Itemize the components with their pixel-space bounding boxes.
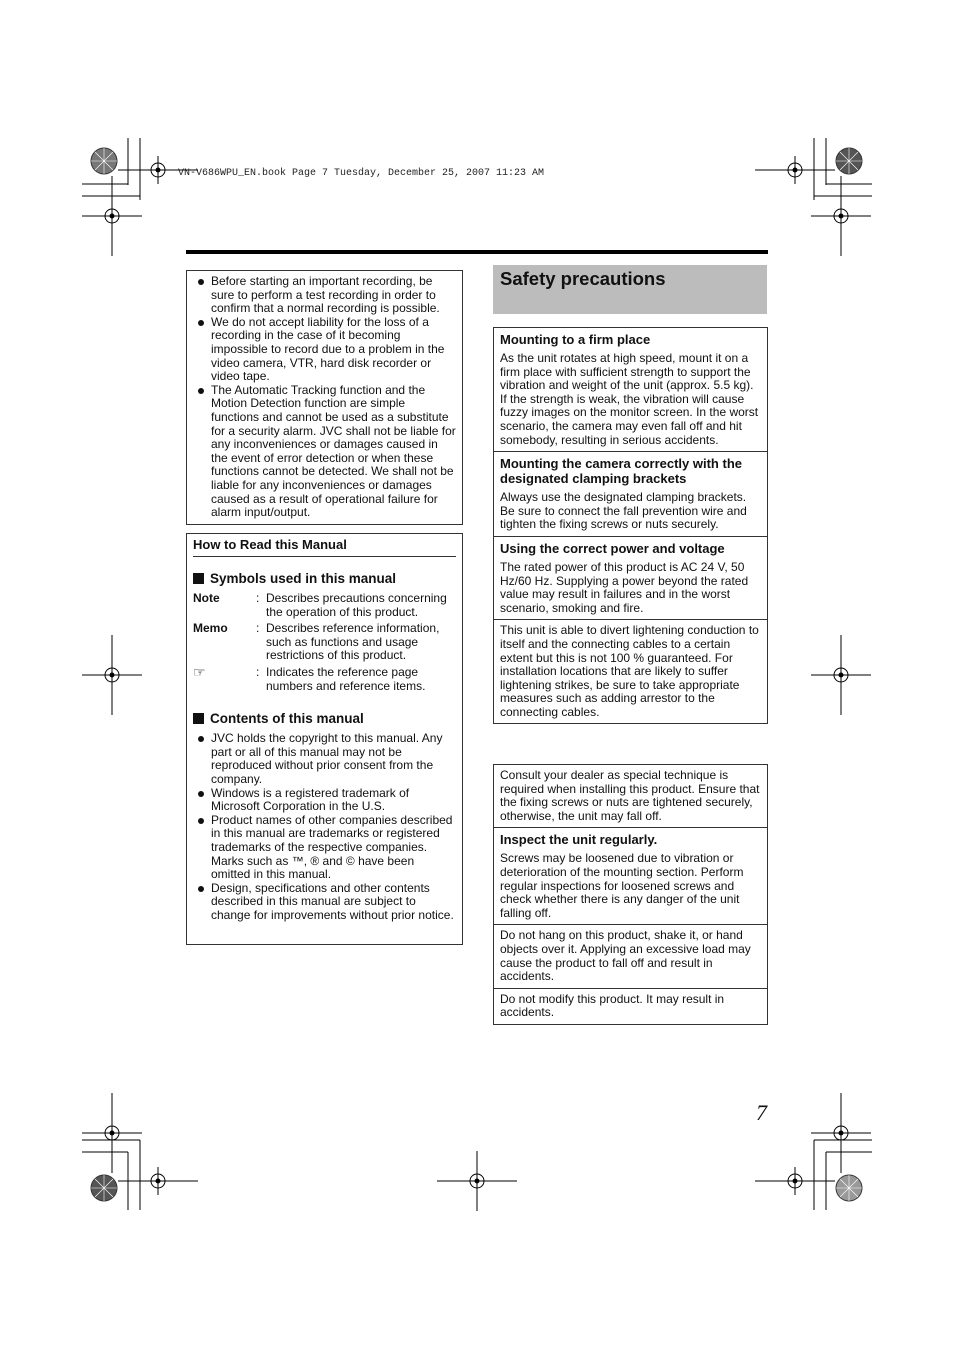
safety-cell bbox=[494, 620, 767, 723]
safety-cell-text: This unit is able to divert lightening conduction to itself and the connecting cables to a certain extent but this is not 100 % guaranteed. For installation locations that are likely to suffer lightening strikes, be sure to take appropriate measures such as adding arrestor to the connecting cables. bbox=[500, 623, 759, 719]
safety-cell-text: Always use the designated clamping brackets. Be sure to connect the fall prevention wire and tighten the fixing screws or nuts securely. bbox=[500, 490, 747, 532]
symbol-colon: : bbox=[256, 621, 260, 636]
list-item: Design, specifications and other contents described in this manual are subject to change for improvements without prior notice. bbox=[193, 882, 456, 923]
book-header: VN-V686WPU_EN.book Page 7 Tuesday, December 25, 2007 11:23 AM bbox=[178, 168, 545, 179]
how-to-read-box bbox=[186, 533, 463, 945]
safety-cell-heading: Inspect the unit regularly. bbox=[500, 832, 658, 848]
list-item: Product names of other companies described in this manual are trademarks or registered trademarks of the respective companies. Marks such as ™, ® and © have been omitted in this manual. bbox=[193, 814, 456, 882]
symbol-term: Note bbox=[193, 591, 220, 605]
safety-cell bbox=[494, 828, 767, 925]
safety-cell-text: Consult your dealer as special technique is required when installing this product. Ensure that the fixing screws or nuts are tightened securely, otherwise, the unit may fall off. bbox=[500, 768, 760, 823]
list-item: The Automatic Tracking function and the Motion Detection function are simple functions and cannot be used as a substitute for a security alarm. JVC shall not be liable for any inconveniences or damages caused in the event of error detection or when these functions cannot be detected. We shall not be liable for any inconveniences or damages caused as a result of operational failure for alarm input/output. bbox=[193, 384, 456, 520]
safety-cell bbox=[494, 765, 767, 828]
safety-cell bbox=[494, 989, 767, 1024]
safety-cell-heading: Mounting to a firm place bbox=[500, 332, 651, 347]
safety-box-1 bbox=[493, 327, 768, 724]
safety-cell-text: The rated power of this product is AC 24 V, 50 Hz/60 Hz. Supplying a power beyond the rated value may result in failures and in the worst scenario, smoking and fire. bbox=[500, 559, 749, 615]
safety-cell bbox=[494, 452, 767, 537]
contents-heading bbox=[193, 711, 456, 726]
safety-cell-text: Do not hang on this product, shake it, or hand objects over it. Applying an excessive load may cause the product to fall off and result in accidents. bbox=[500, 928, 751, 984]
symbol-colon: : bbox=[256, 664, 260, 679]
safety-cell-text: Screws may be loosened due to vibration or deterioration of the mounting section. Perform regular inspections for loosened screws and check whether there is any danger of the unit falling off. bbox=[500, 851, 744, 920]
list-item: We do not accept liability for the loss of a recording in the case of it becoming impossible to record due to a problem in the video camera, VTR, hard disk recorder or video tape. bbox=[193, 316, 456, 384]
symbols-heading-text: Symbols used in this manual bbox=[210, 571, 397, 586]
pointing-hand-icon: ☞ bbox=[193, 663, 206, 680]
list-item: Windows is a registered trademark of Microsoft Corporation in the U.S. bbox=[193, 787, 456, 814]
symbols-heading bbox=[193, 571, 456, 586]
symbol-colon: : bbox=[256, 591, 260, 605]
safety-box-2 bbox=[493, 764, 768, 1025]
list-item: JVC holds the copyright to this manual. Any part or all of this manual may not be reproduced without prior consent from the company. bbox=[193, 732, 456, 786]
safety-title-banner bbox=[493, 265, 767, 314]
symbol-term: Memo bbox=[193, 621, 228, 636]
square-bullet-icon bbox=[193, 713, 204, 724]
list-item: Before starting an important recording, be sure to perform a test recording in order to confirm that a normal recording is possible. bbox=[193, 275, 456, 316]
safety-cell-text: As the unit rotates at high speed, mount it on a firm place with sufficient strength to support the vibration and weight of the unit (approx. 5.5 kg). If the strength is weak, the vibration will cause fuzzy images on the monitor screen. In the worst scenario, the camera may even fall off and hit somebody, resulting in serious accidents. bbox=[500, 351, 759, 447]
notice-box bbox=[186, 270, 463, 525]
safety-cell bbox=[494, 328, 767, 452]
symbol-desc: Describes precautions concerning the operation of this product. bbox=[266, 591, 447, 619]
symbol-row-note bbox=[193, 592, 456, 619]
symbol-row-reference bbox=[193, 663, 456, 693]
contents-heading-text: Contents of this manual bbox=[210, 711, 364, 727]
top-rule bbox=[186, 250, 768, 254]
notice-list bbox=[193, 275, 456, 520]
safety-cell-text: Do not modify this product. It may result in accidents. bbox=[500, 991, 725, 1020]
page-number: 7 bbox=[756, 1100, 767, 1125]
square-bullet-icon bbox=[193, 573, 204, 584]
safety-cell bbox=[494, 537, 767, 620]
symbol-row-memo bbox=[193, 622, 456, 663]
page-title: Safety precautions bbox=[500, 268, 666, 289]
safety-cell bbox=[494, 925, 767, 988]
safety-cell-heading: Using the correct power and voltage bbox=[500, 540, 725, 556]
how-to-read-title: How to Read this Manual bbox=[193, 537, 456, 557]
symbol-desc: Describes reference information, such as functions and usage restrictions of this product. bbox=[266, 621, 440, 663]
safety-cell-heading: Mounting the camera correctly with the designated clamping brackets bbox=[500, 456, 742, 487]
contents-list bbox=[193, 732, 456, 922]
symbol-desc: Indicates the reference page numbers and reference items. bbox=[266, 664, 426, 693]
